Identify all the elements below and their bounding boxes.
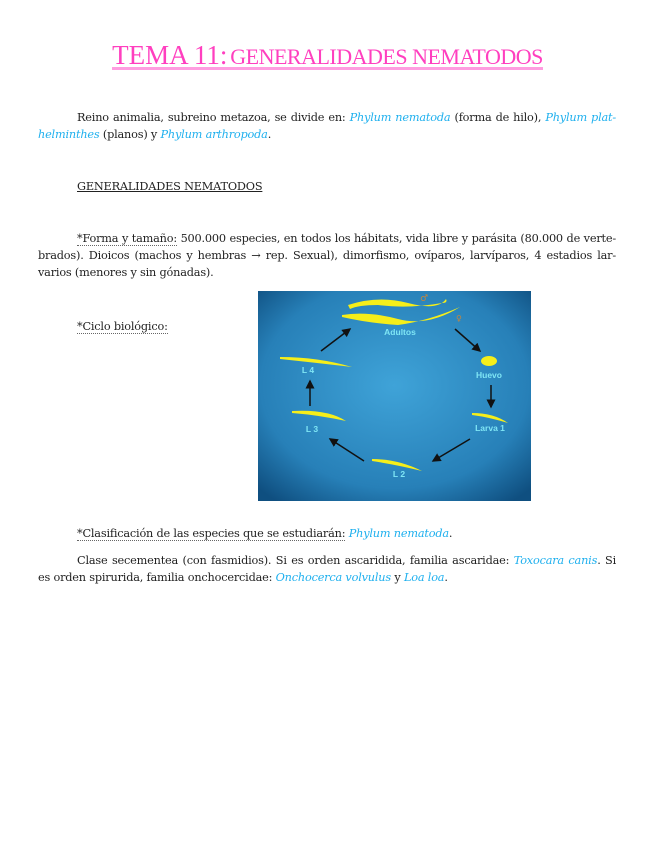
clase-t3: y: [390, 571, 404, 584]
forma-label: *Forma y tamaño:: [77, 232, 177, 245]
label-huevo: Huevo: [476, 370, 502, 380]
clase-t4: .: [444, 571, 448, 584]
clasificacion-paragraph: [38, 525, 616, 542]
section-heading: [38, 178, 616, 195]
label-larva1: Larva 1: [475, 423, 505, 433]
clase-t2: . Si es orden spirurida, familia onchocercidae:: [38, 554, 617, 584]
label-l3: L 3: [305, 424, 319, 434]
male-symbol: ♂: [420, 294, 429, 304]
clasificacion-s1: Phylum nematoda: [348, 527, 449, 540]
label-l4: L 4: [301, 365, 315, 375]
label-l2: L 2: [392, 469, 406, 479]
title-part2: GENERALIDADES NEMATODOS: [230, 44, 543, 69]
intro-s3: Phylum arthropoda: [160, 128, 268, 141]
intro-t2: (forma de hilo),: [450, 111, 546, 124]
intro-t1: Reino animalia, subreino metazoa, se divide en:: [77, 111, 350, 124]
intro-t4: .: [267, 128, 272, 141]
page-title: [0, 40, 655, 71]
section_heading: GENERALIDADES NEMATODOS: [77, 180, 263, 193]
clase-s1: Toxocara canis: [513, 554, 598, 567]
clase-t1: Clase secementea (con fasmidios). Si es orden ascaridida, familia ascaridae:: [77, 554, 514, 567]
intro-paragraph: [38, 109, 616, 143]
clasificacion-label: *Clasificación de las especies que se estudiarán:: [77, 527, 346, 540]
clase-s3: Loa loa: [403, 571, 445, 584]
title-part1: TEMA 11:: [112, 40, 228, 70]
label-adultos: Adultos: [384, 327, 416, 337]
forma-paragraph: [38, 230, 616, 281]
clasificacion-t1: .: [448, 527, 453, 540]
clase-paragraph: [38, 552, 616, 586]
forma-text: 500.000 especies, en todos los hábitats, vida libre y parásita (80.000 de verte-brados). Dioicos (machos y hembras → rep. Sexual), dimorfismo, ovíparos, larvíparos, 4 estadios lar-varios (menores y sin gónadas).: [38, 232, 616, 279]
intro-s2: Phylum plat-helminthes: [38, 111, 616, 141]
female-symbol: ♀: [456, 314, 462, 323]
clase-s2: Onchocerca volvulus: [275, 571, 391, 584]
intro-t3: (planos) y: [99, 128, 161, 141]
intro-s1: Phylum nematoda: [349, 111, 451, 124]
life-cycle-diagram: [258, 291, 531, 501]
ciclo-label: *Ciclo biológico:: [77, 320, 168, 333]
